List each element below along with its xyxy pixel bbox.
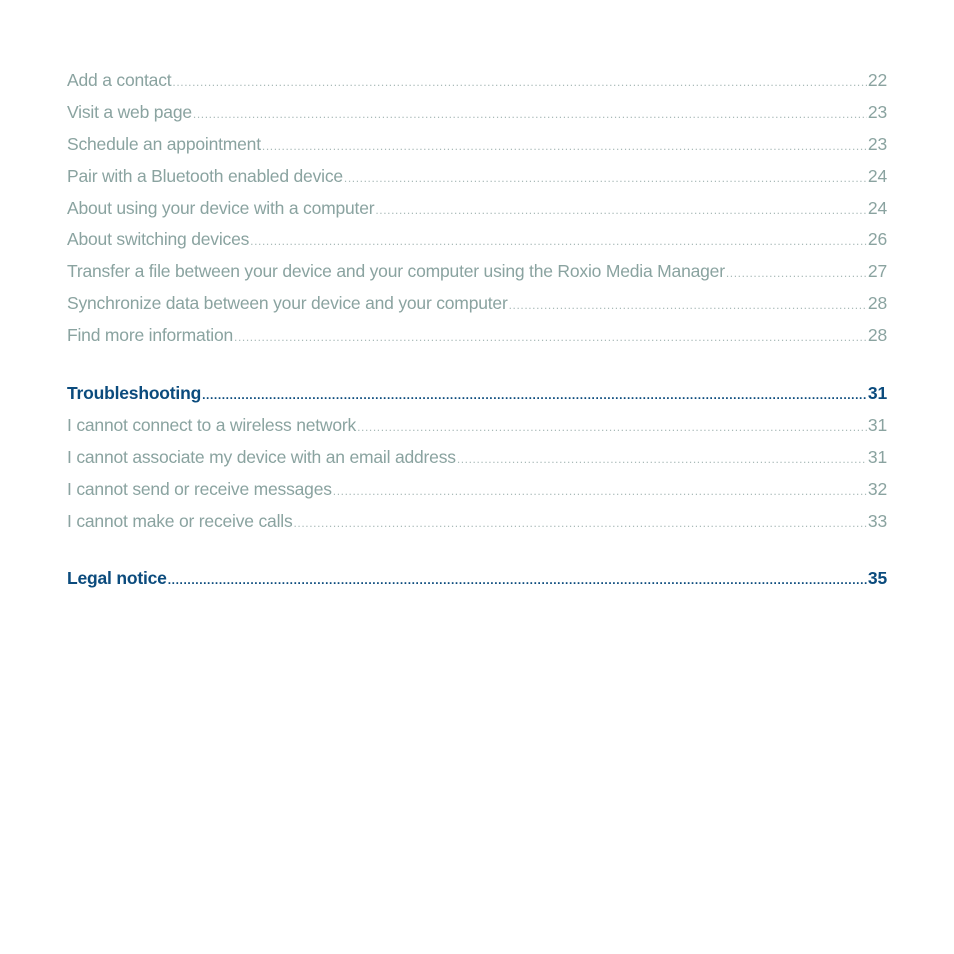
dot-leader (294, 516, 867, 530)
toc-heading-page: 31 (867, 383, 887, 404)
dot-leader (509, 298, 867, 312)
toc-entry-title: I cannot send or receive messages (67, 478, 332, 499)
toc-entry-page: 24 (867, 165, 887, 186)
toc-entry-title: Visit a web page (67, 101, 192, 122)
toc-entry[interactable] (67, 166, 887, 198)
dot-leader (457, 452, 867, 466)
toc-entry-page: 23 (867, 101, 887, 122)
toc-entry-title: I cannot make or receive calls (67, 510, 293, 531)
section-spacer (67, 357, 887, 383)
toc-entry[interactable] (67, 293, 887, 325)
dot-leader (357, 420, 867, 434)
dot-leader (202, 388, 867, 402)
toc-heading-title: Legal notice (67, 568, 167, 589)
section-spacer (67, 542, 887, 568)
dot-leader (250, 234, 867, 248)
toc-heading-title: Troubleshooting (67, 383, 202, 404)
toc-entry[interactable] (67, 134, 887, 166)
toc-entry[interactable] (67, 102, 887, 134)
toc-entry[interactable] (67, 70, 887, 102)
toc-entry-page: 28 (867, 293, 887, 314)
toc-entry[interactable] (67, 415, 887, 447)
dot-leader (262, 139, 867, 153)
toc-entry-title: Synchronize data between your device and your computer (67, 293, 508, 314)
dot-leader (193, 107, 867, 121)
toc-entry-title: Schedule an appointment (67, 133, 261, 154)
toc-entry-page: 28 (867, 325, 887, 346)
toc-heading-troubleshooting[interactable] (67, 383, 887, 415)
toc-entry-title: Transfer a file between your device and your computer using the Roxio Media Manager (67, 261, 725, 282)
dot-leader (234, 330, 867, 344)
toc-entry[interactable] (67, 479, 887, 511)
toc-entry-page: 26 (867, 229, 887, 250)
toc-entry[interactable] (67, 325, 887, 357)
table-of-contents (67, 70, 887, 600)
toc-entry[interactable] (67, 261, 887, 293)
toc-entry-page: 23 (867, 133, 887, 154)
toc-entry-page: 24 (867, 197, 887, 218)
toc-entry-title: Pair with a Bluetooth enabled device (67, 165, 343, 186)
dot-leader (375, 203, 867, 217)
toc-entry-title: Add a contact (67, 70, 172, 90)
toc-entry-page: 33 (867, 510, 887, 531)
toc-entry-page: 32 (867, 478, 887, 499)
toc-entry-page: 22 (867, 70, 887, 90)
toc-entry[interactable] (67, 511, 887, 543)
dot-leader (344, 171, 867, 185)
toc-entry-title: About switching devices (67, 229, 250, 250)
dot-leader (726, 266, 867, 280)
toc-heading-legal-notice[interactable] (67, 568, 887, 600)
toc-entry[interactable] (67, 198, 887, 230)
toc-entry-title: About using your device with a computer (67, 197, 375, 218)
toc-entry-page: 31 (867, 446, 887, 467)
dot-leader (172, 75, 867, 89)
toc-entry-page: 31 (867, 414, 887, 435)
toc-entry-title: I cannot connect to a wireless network (67, 414, 357, 435)
toc-heading-page: 35 (867, 568, 887, 589)
dot-leader (333, 484, 867, 498)
toc-entry-title: I cannot associate my device with an email address (67, 446, 456, 467)
toc-entry-title: Find more information (67, 325, 234, 346)
toc-entry[interactable] (67, 229, 887, 261)
toc-entry[interactable] (67, 447, 887, 479)
toc-entry-page: 27 (867, 261, 887, 282)
dot-leader (168, 573, 867, 587)
